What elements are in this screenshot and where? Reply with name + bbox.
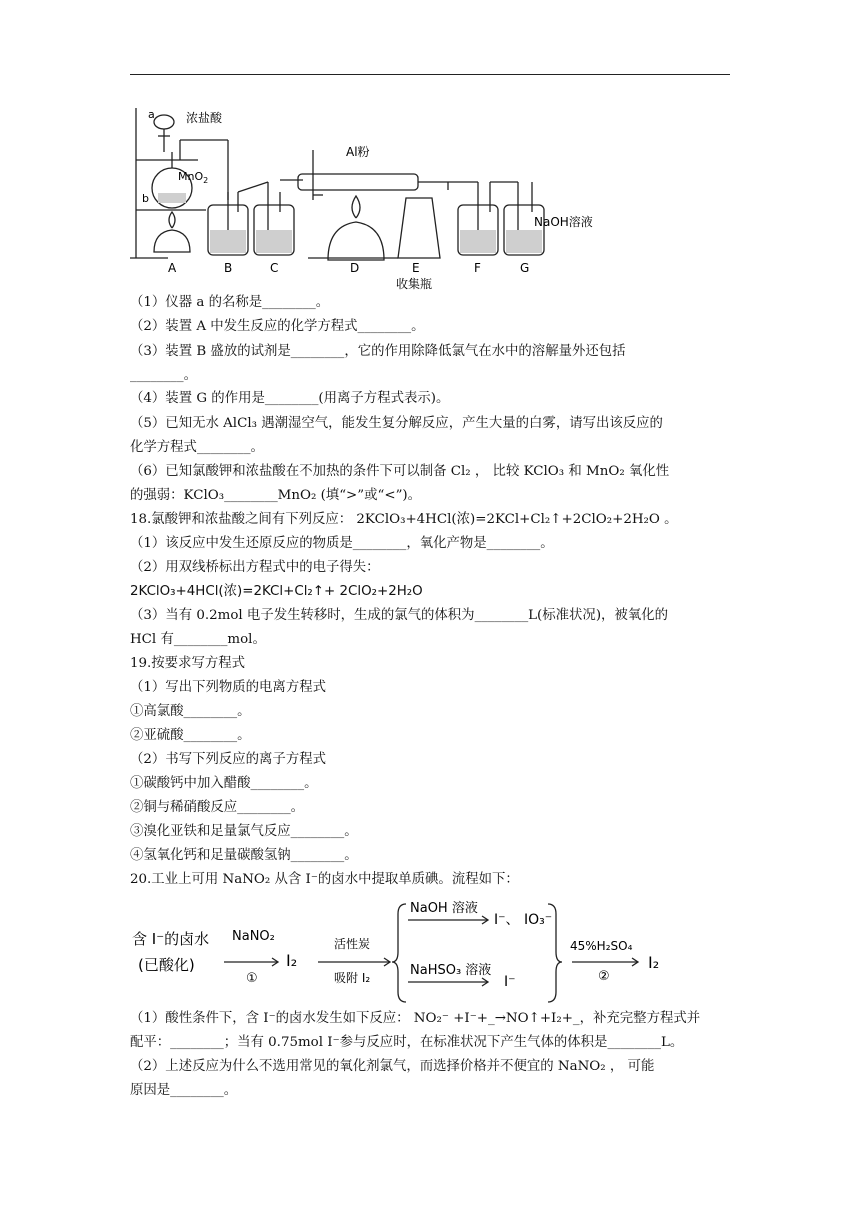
q19-2d: ④氢氧化钙和足量碳酸氢钠________。 [130,848,358,863]
q17-3-cont: ________。 [130,368,197,383]
q18-title: 18.氯酸钾和浓盐酸之间有下列反应： 2KClO₃+4HCl(浓)=2KCl+Cl₂↑+2ClO₂+2H₂O 。 [130,512,678,527]
q17-5-cont: 化学方程式________。 [130,440,264,455]
q19-2b: ②铜与稀硝酸反应________。 [130,800,305,815]
label-B: B [224,261,233,275]
flow-nano2: NaNO₂ [232,929,275,944]
flow-start-2: (已酸化) [138,956,195,974]
q18-3: （3）当有 0.2mol 电子发生转移时，生成的氯气的体积为________L(标准状况)，被氧化的 [130,608,668,623]
collect-label: 收集瓶 [396,277,433,291]
q19-2: （2）书写下列反应的离子方程式 [130,752,326,767]
flow-naoh: NaOH 溶液 [410,901,478,916]
q18-2: （2）用双线桥标出方程式中的电子得失： [130,560,380,575]
q17-5: （5）已知无水 AlCl₃ 遇潮湿空气，能发生复分解反应，产生大量的白雾，请写出该反应的 [130,416,663,431]
label-D: D [350,261,360,275]
q20-1: （1）酸性条件下，含 I⁻的卤水发生如下反应： NO₂⁻ +I⁻+_→NO↑+I₂+_，补充完整方程式并 [130,1011,701,1026]
q19-title: 19.按要求写方程式 [130,656,246,671]
q18-equation: 2KClO₃+4HCl(浓)=2KCl+Cl₂↑+ 2ClO₂+2H₂O [130,584,423,599]
label-C: C [270,261,279,275]
label-E: E [412,261,420,275]
q17-6-cont: 的强弱：KClO₃________MnO₂ (填“>”或“<”)。 [130,488,422,503]
q17-6: （6）已知氯酸钾和浓盐酸在不加热的条件下可以制备 Cl₂ ， 比较 KClO₃ 和 MnO₂ 氧化性 [130,464,670,479]
label-F: F [474,261,481,275]
q19-2a: ①碳酸钙中加入醋酸________。 [130,776,318,791]
q20-2: （2）上述反应为什么不选用常见的氧化剂氯气，而选择价格并不便宜的 NaNO₂ ， 可能 [130,1059,655,1074]
al-powder-label: Al粉 [346,145,370,159]
apparatus-diagram [128,100,608,292]
q20-1-cont: 配平：________；当有 0.75mol I⁻参与反应时，在标准状况下产生气体的体积是________L。 [130,1035,684,1050]
q18-3-cont: HCl 有________mol。 [130,632,266,647]
flow-step1: ① [246,971,258,986]
iodine-flow-diagram [128,890,688,1006]
mno2-label: MnO$_2$ [178,170,209,185]
label-b: b [142,192,149,205]
flow-start-1: 含 I⁻的卤水 [132,930,210,948]
q19-1a: ①高氯酸________。 [130,704,251,719]
q17-3: （3）装置 B 盛放的试剂是________，它的作用除降低氯气在水中的溶解量外还包括 [130,344,626,359]
q17-4: （4）装置 G 的作用是________(用离子方程式表示)。 [130,391,450,406]
q19-2c: ③溴化亚铁和足量氯气反应________。 [130,824,358,839]
label-A: A [168,261,177,275]
flow-product-bottom: I⁻ [504,974,516,990]
flow-acid: 45%H₂SO₄ [570,939,633,953]
label-G: G [520,261,530,275]
q20-2-cont: 原因是________。 [130,1083,238,1098]
q18-1: （1）该反应中发生还原反应的物质是________，氧化产物是________。 [130,536,554,551]
q19-1: （1）写出下列物质的电离方程式 [130,680,326,695]
q19-1b: ②亚硫酸________。 [130,728,251,743]
flow-adsorb: 吸附 I₂ [334,971,371,985]
flow-products-top: I⁻、 IO₃⁻ [494,912,553,928]
flow-step2: ② [598,969,610,984]
conc-hcl-label: 浓盐酸 [186,111,223,125]
q17-2: （2）装置 A 中发生反应的化学方程式________。 [130,319,425,334]
q20-title: 20.工业上可用 NaNO₂ 从含 I⁻的卤水中提取单质碘。流程如下： [130,872,519,887]
flow-carbon: 活性炭 [334,937,371,951]
naoh-label: NaOH溶液 [534,215,593,229]
flow-i2: I₂ [286,951,298,970]
header-rule [130,74,730,75]
flow-nahso3: NaHSO₃ 溶液 [410,963,492,978]
flow-final: I₂ [648,953,660,972]
label-a: a [148,108,155,121]
q17-1: （1）仪器 a 的名称是________。 [130,295,330,310]
